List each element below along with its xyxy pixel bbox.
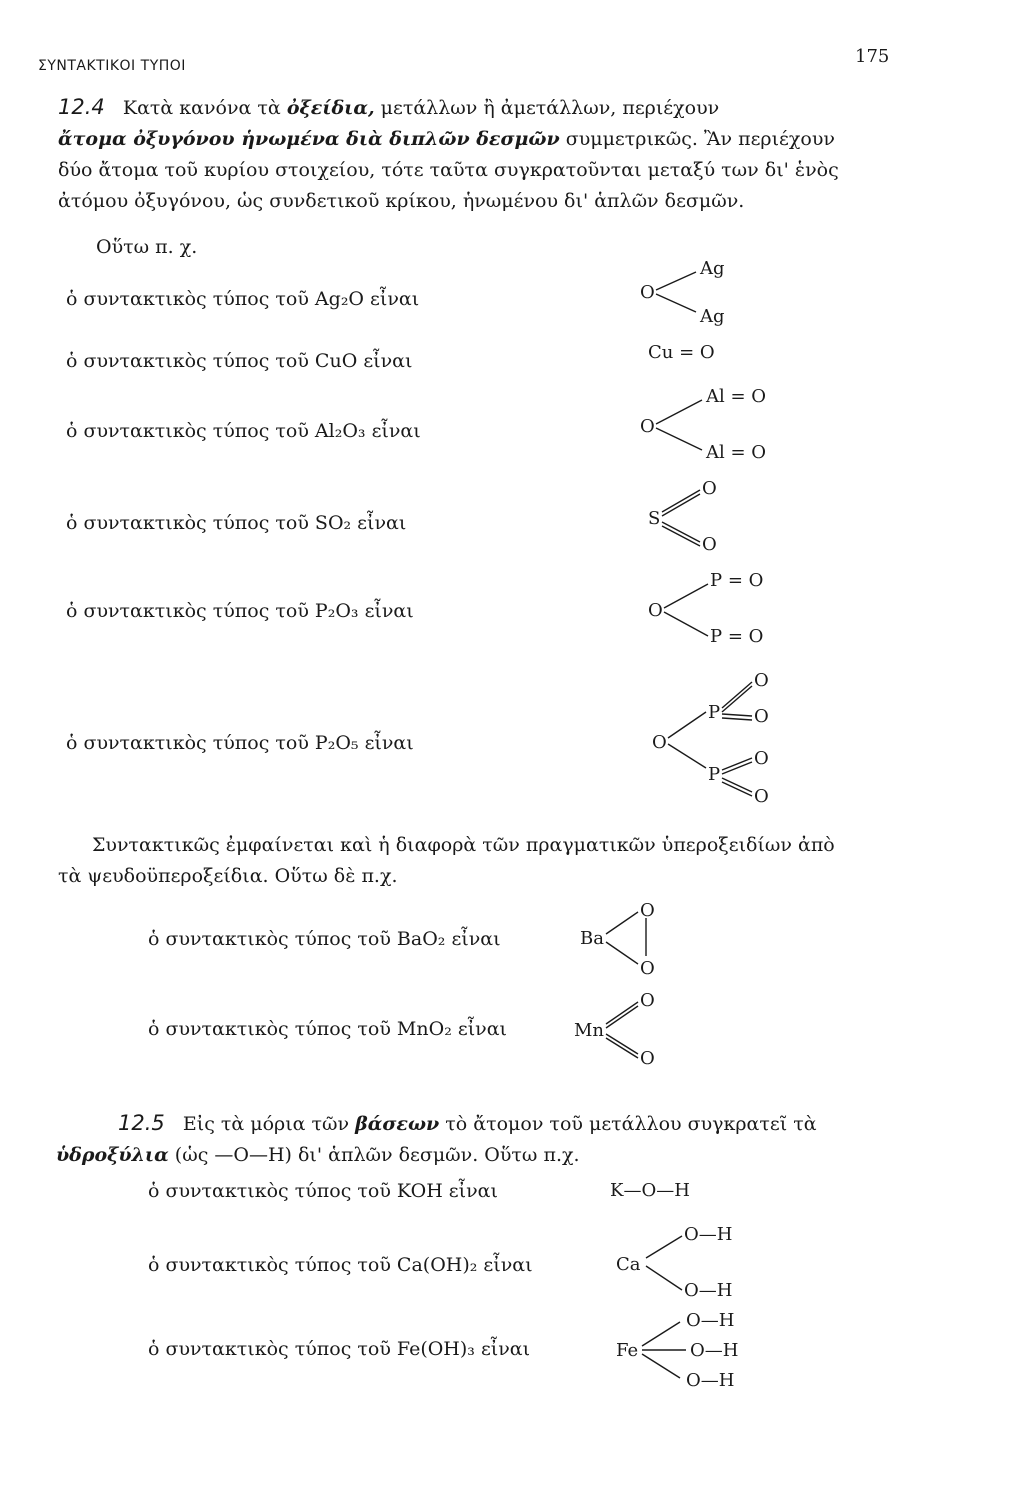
atom-label: Ag xyxy=(700,258,725,279)
atom-label: Fe xyxy=(616,1340,639,1361)
atom-label: P xyxy=(708,764,721,785)
atom-label: O xyxy=(652,732,667,753)
atom-label: S xyxy=(648,508,661,529)
para-line xyxy=(58,92,918,124)
atom-label: O xyxy=(648,600,663,621)
atom-label: O—H xyxy=(686,1370,735,1391)
atom-label: O xyxy=(640,958,655,979)
para-line xyxy=(56,1140,918,1171)
structure-koh xyxy=(610,1176,750,1211)
atom-label: O xyxy=(702,534,717,555)
para-line xyxy=(58,124,918,155)
formula-text: K—O—H xyxy=(610,1180,690,1201)
atom-label: Mn xyxy=(574,1020,605,1041)
formula-row-so2: ὁ συντακτικὸς τύπος τοῦ SO₂ εἶναι xyxy=(66,512,407,534)
atom-label: P xyxy=(708,702,721,723)
formula-row-p2o5: ὁ συντακτικὸς τύπος τοῦ P₂O₅ εἶναι xyxy=(66,732,414,754)
formula-row-koh: ὁ συντακτικὸς τύπος τοῦ KOH εἶναι xyxy=(148,1180,498,1202)
formula-row-p2o3: ὁ συντακτικὸς τύπος τοῦ P₂O₃ εἶναι xyxy=(66,600,414,622)
atom-label: P = O xyxy=(710,570,764,591)
formula-text: Cu = O xyxy=(648,342,715,363)
formula-row-feoh3: ὁ συντακτικὸς τύπος τοῦ Fe(OH)₃ εἶναι xyxy=(148,1338,531,1360)
emphasis-text: βάσεων xyxy=(355,1113,440,1135)
atom-label: Ca xyxy=(616,1254,641,1275)
formula-row-bao2: ὁ συντακτικὸς τύπος τοῦ BaO₂ εἶναι xyxy=(148,928,501,950)
structure-caoh2 xyxy=(616,1218,776,1313)
formula-row-caoh2: ὁ συντακτικὸς τύπος τοῦ Ca(OH)₂ εἶναι xyxy=(148,1254,533,1276)
emphasis-text: ὑδροξύλια xyxy=(56,1144,169,1166)
para-line: Συντακτικῶς ἐμφαίνεται καὶ ἡ διαφορὰ τῶν πραγματικῶν ὑπεροξειδίων ἀπὸ xyxy=(92,834,835,856)
atom-label: Al = O xyxy=(706,442,767,463)
structure-so2 xyxy=(648,478,748,563)
section-number: 12.4 xyxy=(58,95,105,119)
text-run: τὸ ἄτομον τοῦ μετάλλου συγκρατεῖ τὰ xyxy=(445,1113,817,1135)
atom-label: Ag xyxy=(700,306,725,327)
formula-row-ag2o: ὁ συντακτικὸς τύπος τοῦ Ag₂O εἶναι xyxy=(66,288,420,310)
running-title: ΣΥΝΤΑΚΤΙΚΟΙ ΤΥΠΟΙ xyxy=(38,58,186,74)
atom-label: O—H xyxy=(690,1340,739,1361)
atom-label: O xyxy=(640,900,655,921)
structure-feoh3 xyxy=(616,1306,776,1401)
atom-label: O xyxy=(640,282,655,303)
structure-bao2 xyxy=(580,898,680,983)
para-line xyxy=(118,1108,918,1140)
text-run: Κατὰ κανόνα τὰ xyxy=(122,97,281,119)
atom-label: O xyxy=(640,416,655,437)
atom-label: O—H xyxy=(684,1224,733,1245)
emphasis-text: ἄτομα ὀξυγόνου ἡνωμένα διὰ διπλῶν δεσμῶν xyxy=(58,128,560,150)
atom-label: O xyxy=(754,706,769,727)
atom-label: O—H xyxy=(684,1280,733,1301)
para-line: ἀτόμου ὀξυγόνου, ὡς συνδετικοῦ κρίκου, ἡνωμένου δι' ἁπλῶν δεσμῶν. xyxy=(58,190,745,212)
atom-label: Al = O xyxy=(706,386,767,407)
page-number: 175 xyxy=(855,46,890,67)
atom-label: Ba xyxy=(580,928,604,949)
text-run: συμμετρικῶς. Ἂν περιέχουν xyxy=(565,128,835,150)
section-number: 12.5 xyxy=(118,1111,165,1135)
atom-label: O xyxy=(640,990,655,1011)
peroxide-paragraph xyxy=(58,830,912,892)
atom-label: O xyxy=(754,786,769,807)
structure-al2o3 xyxy=(640,380,800,475)
section-12-5-paragraph xyxy=(56,1108,918,1171)
para-line: τὰ ψευδοϋπεροξείδια. Οὕτω δὲ π.χ. xyxy=(58,865,398,887)
structure-p2o5 xyxy=(652,664,812,819)
structure-cuo xyxy=(648,338,768,373)
section-12-4-paragraph xyxy=(58,92,918,217)
intro-text: Οὕτω π. χ. xyxy=(96,236,198,258)
atom-label: O—H xyxy=(686,1310,735,1331)
structure-ag2o xyxy=(640,250,760,335)
text-run: (ὡς —O—H) δι' ἁπλῶν δεσμῶν. Οὕτω π.χ. xyxy=(174,1144,580,1166)
structure-p2o3 xyxy=(648,564,808,659)
formula-row-al2o3: ὁ συντακτικὸς τύπος τοῦ Al₂O₃ εἶναι xyxy=(66,420,421,442)
formula-row-mno2: ὁ συντακτικὸς τύπος τοῦ MnO₂ εἶναι xyxy=(148,1018,507,1040)
text-run: Εἰς τὰ μόρια τῶν xyxy=(182,1113,350,1135)
para-line: δύο ἄτομα τοῦ κυρίου στοιχείου, τότε ταῦτα συγκρατοῦνται μεταξύ των δι' ἑνὸς xyxy=(58,159,839,181)
atom-label: P = O xyxy=(710,626,764,647)
atom-label: O xyxy=(754,748,769,769)
atom-label: O xyxy=(640,1048,655,1069)
formula-row-cuo: ὁ συντακτικὸς τύπος τοῦ CuO εἶναι xyxy=(66,350,413,372)
atom-label: O xyxy=(754,670,769,691)
text-run: μετάλλων ἢ ἀμετάλλων, περιέχουν xyxy=(380,97,720,119)
atom-label: O xyxy=(702,478,717,499)
emphasis-text: ὀξείδια, xyxy=(286,97,375,119)
structure-mno2 xyxy=(574,990,674,1075)
